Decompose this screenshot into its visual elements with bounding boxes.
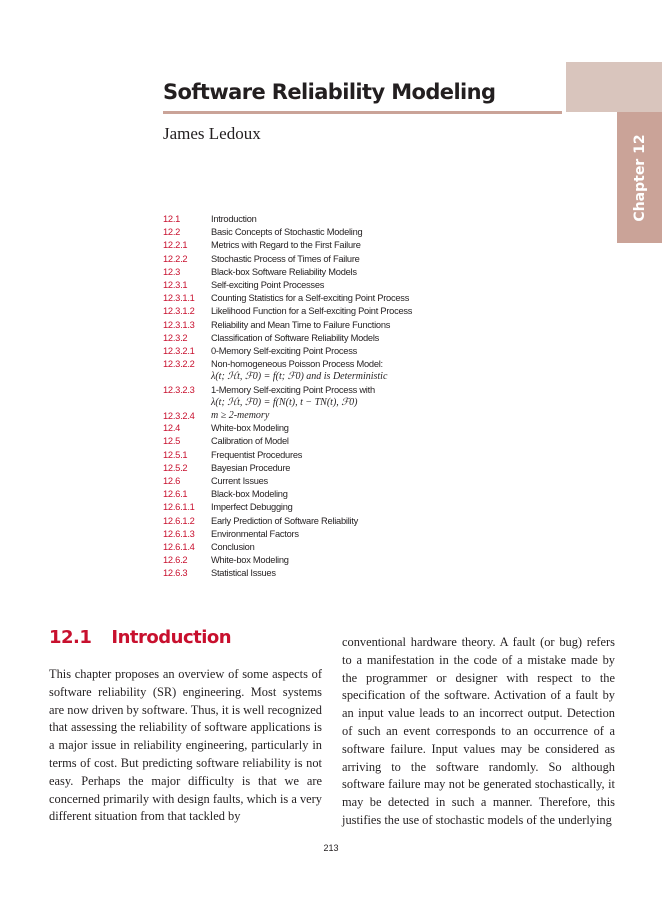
author-name: James Ledoux [163, 124, 261, 143]
toc-entry-number: 12.6.2 [163, 555, 188, 566]
toc-entry-title: λ(t; ℋt, ℱ0) = f(N(t), t − TN(t), ℱ0) [211, 397, 358, 409]
toc-entry [163, 266, 412, 279]
toc-entry-title: λ(t; ℋt, ℱ0) = f(t; ℱ0) and is Deterministic [211, 371, 388, 383]
section-title: Introduction [111, 627, 232, 648]
toc-entry-title: Basic Concepts of Stochastic Modeling [211, 227, 363, 238]
toc-entry-number: 12.3.2.2 [163, 359, 195, 370]
toc-entry-number: 12.6.1.4 [163, 541, 195, 552]
toc-entry-number: 12.3.1.3 [163, 319, 195, 330]
toc-entry-title: White-box Modeling [211, 423, 289, 434]
section-heading [49, 627, 231, 648]
toc-entry-title: Black-box Software Reliability Models [211, 266, 357, 277]
toc-entry-number: 12.6 [163, 475, 181, 486]
toc-entry-number [163, 371, 211, 384]
toc-entry-number: 12.3.2.3 [163, 384, 195, 395]
toc-entry [163, 279, 412, 292]
toc-entry [163, 397, 412, 410]
body-text-right-column: conventional hardware theory. A fault (or bug) refers to a manifestation in the code of a mistake made by the programmer or designer with respect to the specification of the software. Activation of a fault by an input value leads to an incorrect output. Detection of such an event corresponds to an occurrence of a software failure. Input values may be considered as arriving to the software randomly. So although software failure may not be generated stochastically, it may be detected in such a manner. Therefore, this justifies the use of stochastic models of the underlying [342, 635, 615, 827]
toc-entry-title: Frequentist Procedures [211, 449, 303, 460]
toc-entry [163, 528, 412, 541]
toc-entry-number: 12.3.1 [163, 279, 188, 290]
toc-entry-number: 12.2.2 [163, 253, 188, 264]
toc-entry-number: 12.2.1 [163, 240, 188, 251]
toc-entry-title: Introduction [211, 214, 257, 224]
toc-entry [163, 305, 412, 318]
toc-entry-number: 12.6.1.2 [163, 515, 195, 526]
toc-entry-title: Current Issues [211, 475, 268, 486]
toc-entry-number: 12.3.2 [163, 332, 188, 343]
toc-entry [163, 449, 412, 462]
toc-entry [163, 239, 412, 252]
toc-entry-number: 12.2 [163, 227, 181, 238]
toc-entry [163, 488, 412, 501]
toc-entry-number: 12.5 [163, 436, 181, 447]
toc-entry [163, 501, 412, 514]
toc-entry-title: Counting Statistics for a Self-exciting Point Process [211, 293, 410, 304]
toc-entry [163, 541, 412, 554]
toc-entry-title: Non-homogeneous Poisson Process Model: [211, 359, 383, 370]
toc-entry [163, 567, 412, 580]
toc-entry-number: 12.6.1.1 [163, 502, 195, 513]
toc-entry-title: Stochastic Process of Times of Failure [211, 253, 360, 264]
title-rule [163, 111, 562, 114]
chapter-tab-top [566, 62, 662, 112]
toc-entry [163, 475, 412, 488]
toc-entry-number: 12.5.1 [163, 449, 188, 460]
toc-entry-title: Reliability and Mean Time to Failure Functions [211, 319, 391, 330]
toc-entry-title: White-box Modeling [211, 555, 289, 566]
toc-entry [163, 422, 412, 435]
toc-entry-title: Metrics with Regard to the First Failure [211, 240, 361, 251]
toc-entry [163, 213, 412, 226]
toc-entry-title: Likelihood Function for a Self-exciting Point Process [211, 306, 413, 317]
toc-entry-title: Self-exciting Point Processes [211, 279, 325, 290]
toc-entry [163, 435, 412, 448]
toc-entry-title: Calibration of Model [211, 436, 289, 447]
toc-entry-number: 12.3.2.4 [163, 410, 195, 421]
toc-entry-title: Statistical Issues [211, 568, 276, 579]
toc-entry [163, 226, 412, 239]
chapter-tab-label: Chapter 12 [632, 134, 648, 222]
toc-entry-title: Classification of Software Reliability Models [211, 332, 380, 343]
toc-entry-number: 12.3.1.1 [163, 293, 195, 304]
toc-entry-number: 12.3 [163, 266, 181, 277]
table-of-contents [163, 213, 412, 580]
toc-entry [163, 371, 412, 384]
toc-entry [163, 515, 412, 528]
toc-entry-number: 12.6.1.3 [163, 528, 195, 539]
toc-entry-number [163, 397, 211, 410]
toc-entry-number: 12.3.1.2 [163, 306, 195, 317]
toc-entry [163, 384, 412, 397]
toc-entry-title: Conclusion [211, 541, 255, 552]
toc-entry [163, 554, 412, 567]
toc-entry-title: 1-Memory Self-exciting Point Process with [211, 384, 375, 395]
toc-entry-title: Imperfect Debugging [211, 502, 293, 513]
toc-entry-title: m ≥ 2-memory [211, 409, 270, 421]
page-number: 213 [323, 843, 339, 853]
toc-entry [163, 462, 412, 475]
toc-entry [163, 319, 412, 332]
toc-entry-title: Early Prediction of Software Reliability [211, 515, 359, 526]
toc-entry [163, 410, 412, 423]
toc-entry-title: Environmental Factors [211, 528, 299, 539]
toc-entry-number: 12.5.2 [163, 462, 188, 473]
toc-entry-title: Black-box Modeling [211, 489, 288, 500]
toc-entry-number: 12.3.2.1 [163, 345, 195, 356]
chapter-title: Software Reliability Modeling [163, 80, 496, 104]
section-number: 12.1 [49, 627, 92, 648]
toc-entry [163, 332, 412, 345]
toc-entry [163, 253, 412, 266]
toc-entry-number: 12.4 [163, 423, 181, 434]
toc-entry [163, 292, 412, 305]
toc-entry [163, 345, 412, 358]
toc-entry-number: 12.1 [163, 214, 181, 224]
toc-entry-number: 12.6.3 [163, 568, 188, 579]
body-text-left-column: This chapter proposes an overview of some aspects of software reliability (SR) engineering. Most systems are now driven by software. Thus, it is well recognized that assessing the reliability of software applications is a major issue in reliability engineering, particularly in terms of cost. But predicting software reliability is not easy. Perhaps the major difficulty is that we are concerned primarily with design faults, which is a very different situation from that tackled by [49, 667, 322, 824]
toc-entry-title: Bayesian Procedure [211, 462, 291, 473]
toc-entry-number: 12.6.1 [163, 489, 188, 500]
toc-entry-title: 0-Memory Self-exciting Point Process [211, 345, 358, 356]
toc-entry [163, 358, 412, 371]
